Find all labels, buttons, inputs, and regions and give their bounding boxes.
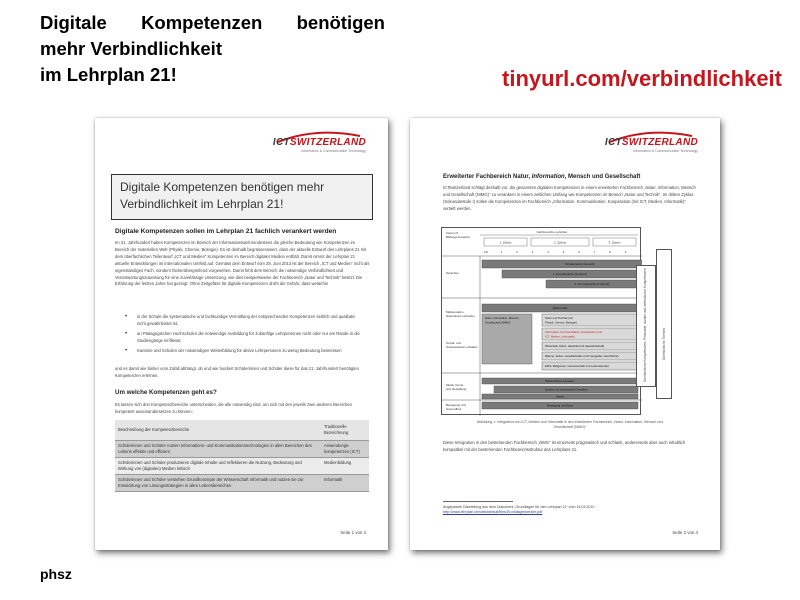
bar-label: Natur und Technik (mit xyxy=(545,316,573,320)
bar-label: ICT, Medien, Informatik) xyxy=(545,334,575,339)
diagram-side-panel-2 xyxy=(656,249,672,399)
diagram-bar xyxy=(482,260,642,268)
bar-label: 1. Fremdsprache (E oder F) xyxy=(552,272,588,276)
table-cell: Schülerinnen und Schüler produzieren digitale Inhalte und reflektieren die Nutzung, Bedeutung und Wirkung von (digitalen) Medien kritisch xyxy=(115,457,321,474)
corner-label: Kanton 5 xyxy=(446,231,459,235)
table-row xyxy=(115,440,369,457)
grade-tick-label: 3 xyxy=(531,250,534,254)
document-page-2 xyxy=(410,118,720,550)
curriculum-diagram xyxy=(441,227,641,415)
document-title: Digitale Kompetenzen benötigen mehr Verbindlichkeit im Lehrplan 21! xyxy=(111,174,373,220)
section-heading-2: Um welche Kompetenzen geht es? xyxy=(115,389,217,396)
heading-part: Information xyxy=(531,174,565,180)
bar-label: Schulsprache (Deutsch) xyxy=(565,262,595,266)
heading-part: Erweiterter Fachbereich Natur, xyxy=(443,174,532,180)
section-intro-2: Es lassen sich drei Kompetenzbereiche unterscheiden, die alle notwendig sind, um sich mit den jeweils zwei anderen Bereichen kompetent auseinandersetzen zu können: xyxy=(115,402,352,414)
document-page-1 xyxy=(95,118,388,550)
bullet-list xyxy=(125,314,365,358)
grade-tick-label: 9 xyxy=(624,250,627,254)
footnote-divider xyxy=(443,501,513,502)
cycle-label: 2. Zyklus xyxy=(553,240,567,245)
closing-paragraph: und es damit wie bisher vom Zufall abhängt, ob und wie fundiert Schülerinnen und Schüler diese für das 21. Jahrhundert benötigten Kompetenzen erlernen. xyxy=(115,366,359,378)
grade-tick-label: 5 xyxy=(562,250,565,254)
grade-tick-label: 7 xyxy=(593,250,596,254)
top-label: Fachbereiche Lehrplan xyxy=(536,230,568,234)
page-number: Seite 2 von 4 xyxy=(672,530,698,535)
bar-label: Wirtschaft, Arbeit, Haushalt (mit Hauswirtschaft) xyxy=(545,344,605,348)
grade-tick-label: 6 xyxy=(578,250,580,254)
footer-label: phsz xyxy=(40,566,72,582)
table-cell: Informatik xyxy=(321,474,369,491)
area-label: Musik, Kunst xyxy=(446,383,464,387)
ictswitzerland-logo xyxy=(605,137,698,153)
logo-tagline: Information & Communication Technology xyxy=(301,149,366,153)
ictswitzerland-logo xyxy=(273,137,366,153)
bar-label: Mathematik xyxy=(552,306,568,310)
area-label: und Gestaltung xyxy=(446,387,467,391)
bar-label: Bildnerisches Gestalten xyxy=(545,379,575,383)
page-number: Seite 1 von 4 xyxy=(340,530,366,535)
side-label-1: Überfachliche Kompetenzen: Personale, soziale und methodische Kompetenzen xyxy=(643,268,647,382)
diagram-side-panel-1 xyxy=(636,265,656,387)
logo-tagline: Information & Communication Technology xyxy=(633,149,698,153)
bar-label: Räume, Zeiten, Gesellschaften (mit Geografie, Geschichte) xyxy=(545,354,619,358)
grade-tick-label: 1 xyxy=(500,250,503,254)
cycle-label: 3. Zyklus xyxy=(608,240,621,245)
grade-tick-label: 8 xyxy=(609,250,611,254)
slide-title xyxy=(40,10,385,88)
table-cell: Schülerinnen und Schüler nutzen Informations- und Kommunikationstechnologien in allen Bereichen des Lebens effektiv und effizient xyxy=(115,440,321,457)
list-item: • an Pädagogischen Hochschulen die notwendige Ausbildung für zukünftige Lehrpersonen nicht oder nur am Rande in die Studiengänge einfliesst, xyxy=(125,331,365,345)
bar-label: Musik xyxy=(556,394,564,399)
area-label: Sozial- und xyxy=(446,341,462,345)
slide-title-line-3: im Lehrplan 21! xyxy=(40,64,177,85)
section-heading-1: Digitale Kompetenzen sollen im Lehrplan 21 fachlich verankert werden xyxy=(115,228,337,235)
table-row xyxy=(115,457,369,474)
bar-label: Ethik, Religionen, Gemeinschaft (mit Lebenskunde) xyxy=(545,364,609,368)
table-header: Traditionelle Bezeichnung xyxy=(321,420,369,440)
logo-prefix: ICT xyxy=(604,137,622,148)
grade-tick-label: 4 xyxy=(547,250,549,254)
area-label: Mathematik u. xyxy=(446,310,465,314)
table-header: Beschreibung der Kompetenzbereiche xyxy=(115,420,321,440)
bar-label: Natur, Information, Mensch, xyxy=(485,316,520,320)
section-body-1: Im 21. Jahrhundert haben Kompetenzen im Bereich der Informationswelt mindestens die gleiche Bedeutung wie Kompetenzen im Bereich der materiellen Welt (Physik, Chemie, Biologie). Es ist deshalb begrüssenswert, dass der aktuelle Entwurf des Lehrplans 21 mit dem überfachlichen Teilentwurf „ICT und Medien“ Kompetenzen im Bereich digitaler Medien enthält. Damit nimmt der Lehrplan 21 aktuelle Entwicklungen im internationalen Umfeld auf. Gemäss dem Entwurf vom 28. Juni 2013 ist der Bereich „ICT und Medien“ nicht als eigenständiges Fach, sondern fächerübergreifend vorgesehen. Damit fehlt dem Bereich die notwendige Verbindlichkeit und Verantwortungszuweisung für eine zuverlässige Umsetzung, wie dies beispielsweise der Fachbereich „Natur und Technik“ besitzt. Die Erfahrung der letzten Jahre hat gezeigt: Ohne Zeitgefäss für digitale Kompetenzen droht die Gefahr, dass weiterhin xyxy=(115,240,370,287)
table-cell: Schülerinnen und Schüler verstehen Grundkonzepte der Wissenschaft Informatik und nutzen sie zur Entwicklung von Lösungsstrategien in allen Lebensbereichen xyxy=(115,474,321,491)
list-item: • in der Schule die systematische und fachkundige Vermittlung der entsprechenden Kompetenzen seitlich und qualitativ nicht gewährleistet ist, xyxy=(125,314,365,328)
tinyurl-link[interactable]: tinyurl.com/verbindlichkeit xyxy=(502,66,782,91)
logo-name: SWITZERLAND xyxy=(289,137,366,148)
heading-part: , Mensch und Gesellschaft xyxy=(564,174,641,180)
bar-label: 2. Fremdsprache (F oder E) xyxy=(574,282,610,286)
curriculum-diagram-svg xyxy=(442,228,642,416)
competence-table xyxy=(115,420,369,492)
logo-prefix: ICT xyxy=(272,137,290,148)
page2-body: ICTswitzerland schlägt deshalb vor, die genannten digitalen Kompetenzen in einem erweiterten Fachbereich „Natur, Information, Mensch und Gesellschaft (NIMG)“ zu verankern in einem zeitlichen Umfang wie Kompetenzen im Bereich „Natur und Technik“. Im dritten Zyklus (Sekundarstufe I) sollen die Kompetenzen im Fachbereich „Information, Kommunikation, Kooperation (mit ICT, Medien, Informatik)“ vertieft werden. xyxy=(443,185,696,211)
table-cell: Anwendungs-kompetenzen (ICT) xyxy=(321,440,369,457)
area-label: Geisteswissen-schaften xyxy=(446,345,478,349)
area-label: Naturwissen-schaften xyxy=(446,314,475,318)
table-cell: Medienbildung xyxy=(321,457,369,474)
figure-caption: Abbildung 1: Integration von ICT, Medien und Informatik in den erweiterten Fachbereich „Natur, Information, Mensch und Gesellschaft (NIMG)“ xyxy=(476,420,664,429)
footnote-link[interactable]: http://www.lehrplan.ch/sites/default/files/Grundlagenbericht.pdf xyxy=(443,510,543,514)
grade-tick-label: KG xyxy=(483,250,489,254)
bar-label: Gesellschaft (NIMG) xyxy=(485,320,511,325)
grade-tick-label: 2 xyxy=(516,250,518,254)
bar-label: Bewegung und Sport xyxy=(546,403,574,408)
table-header-row xyxy=(115,420,369,440)
area-label: Gesundheit xyxy=(446,407,462,411)
bar-label: Information, Kommunikation, Kooperation (mit xyxy=(545,330,602,334)
footnote-text: Angepasste Darstellung aus dem Dokument „Grundlagen für den Lehrplan 21“ vom 18.03.2010 xyxy=(443,505,595,509)
logo-name: SWITZERLAND xyxy=(621,137,698,148)
area-label: Sprachen xyxy=(446,271,459,275)
corner-label: Bildungs-bereiche xyxy=(446,235,471,239)
list-item: • Kantone und Schulen der notwendigen Weiterbildung für aktive Lehrpersonen zu wenig Bedeutung beimessen xyxy=(125,348,365,355)
page2-heading xyxy=(443,174,640,180)
cycle-label: 1. Zyklus xyxy=(499,240,512,245)
area-label: Bewegung und xyxy=(446,403,467,407)
side-label-2: Überfachliche Themen xyxy=(662,327,666,360)
table-row xyxy=(115,474,369,491)
slide-title-line-1: Digitale Kompetenzen benötigen xyxy=(40,12,385,33)
slide-title-line-2: mehr Verbindlichkeit xyxy=(40,38,222,59)
page2-closing: Diese Integration in den bestehenden Fachbereich „NMG“ ist einerseits pragmatisch und schlank, andererseits aber auch inhaltlich kompatibel mit der bestehenden Fachbereichsstruktur des Lehrplans 21. xyxy=(443,440,686,452)
footnote xyxy=(443,505,693,515)
bar-label: Textiles und technisches Gestalten xyxy=(544,387,588,392)
bar-label: Physik, Chemie, Biologie) xyxy=(545,320,577,325)
